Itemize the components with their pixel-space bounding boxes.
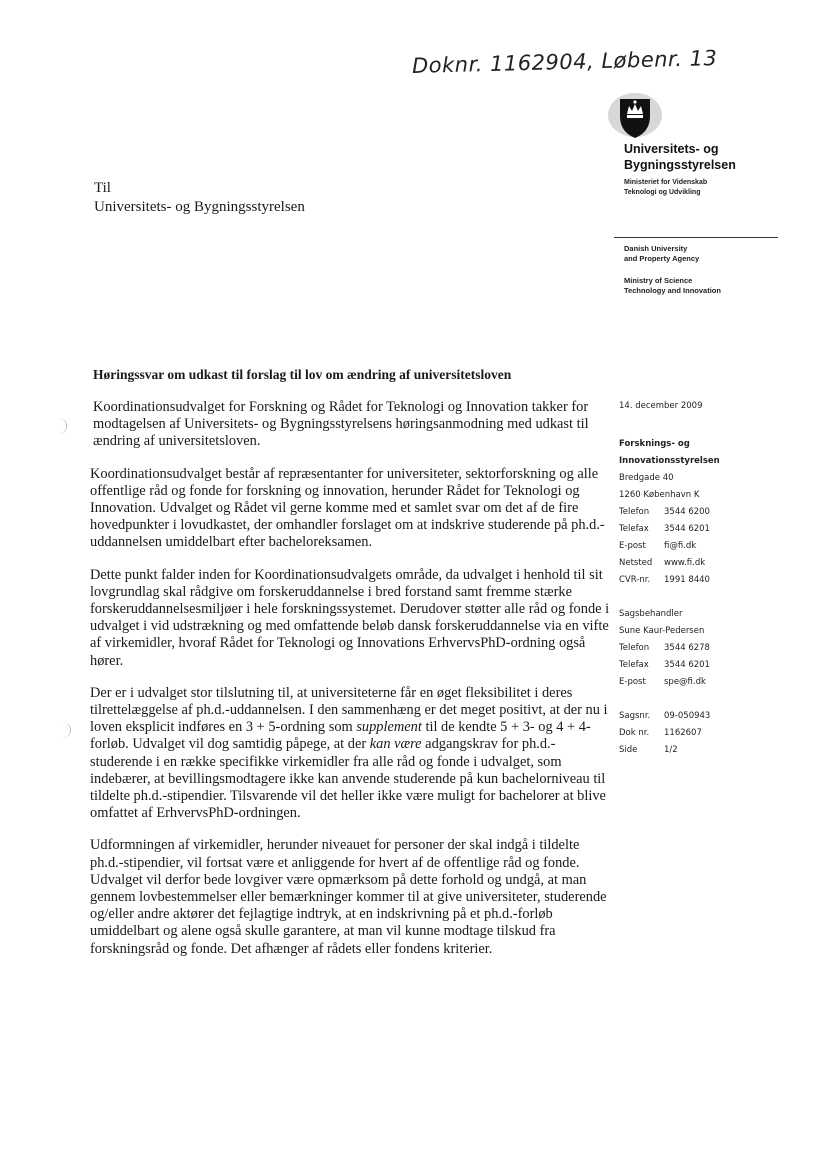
- contact-row: Netsted www.fi.dk: [619, 558, 706, 568]
- letter-heading: Høringssvar om udkast til forslag til lov om ændring af universitetsloven: [93, 367, 512, 382]
- case-info-row: Dok nr. 1162607: [619, 728, 702, 738]
- paragraph-1: Koordinationsudvalget for Forskning og Rådet for Teknologi og Innovation takker for modtagelsen af Universitets- og Bygningsstyrelsens høringsanmodning med udkast til ændring af universitetsloven.: [93, 399, 589, 450]
- agency-name-english: Danish University and Property Agency: [624, 244, 700, 263]
- paragraph-2: Koordinationsudvalget består af repræsentanter for universiteter, sektorforskning og alle offentlige råd og fonde for forskning og innovation, herunder Rådet for Teknologi og Innovation. Udvalget og Rådet vil gerne komme med et samlet svar om det af de fire hovedpunkter i lovudkastet, der omhandler forslaget om at indskrive studerende på ph.d.-uddannelsen umiddelbart efter bacheloreksamen.: [90, 465, 605, 551]
- department-name: Forsknings- og Innovationsstyrelsen: [619, 439, 720, 466]
- paragraph-4: Der er i udvalget stor tilslutning til, at universiteterne får en øget fleksibilitet i deres tilrettelæggelse af ph.d.-uddannelsen. I den sammenhæng er det meget positivt, at der nu i loven eksplicit indføres en 3 + 5-ordning som supplement til de kendte 5 + 3- og 4 + 4-forløb. Udvalget vil dog samtidig påpege, at der kan være adgangskrav for ph.d.-studerende i en række specifikke virkemidler fra alle råd og fonde i udvalget, som indebærer, at bevillingsmodtagere ikke kan anvende studerende på kun bachelorniveau til tildelte ph.d.-stipendier. Tilsvarende vil det heller ikke være muligt for bachelorer at blive omfattet af ErhvervsPhD-ordningen.: [90, 684, 608, 822]
- margin-mark: [58, 418, 67, 434]
- case-info-row: Sagsnr. 09-050943: [619, 711, 711, 721]
- paragraph-5: Udformningen af virkemidler, herunder niveauet for personer der skal indgå i tildelte ph.d.-stipendier, vil fortsat være et anliggende for hvert af de offentlige råd og fonde. Udvalget vil derfor bede lovgiver være opmærksom på dette forhold og undgå, at man gennem lovbestemmelser eller bemærkninger kommer til at give universiteter, studerende og/eller andre aktører det fejlagtige indtryk, at en indskrivning på et ph.d.-forløb umiddelbart og alene også skulle garantere, at man vil kunne modtage tilskud fra forskningsråd og fonde. Det afhænger af rådets eller fondens kriterier.: [90, 837, 607, 957]
- letterhead-divider: [614, 237, 778, 238]
- agency-name-danish: Universitets- og Bygningsstyrelsen: [624, 142, 736, 172]
- letter-body: [90, 399, 610, 973]
- case-info-row: Side 1/2: [619, 745, 678, 755]
- crown-shield-icon: [607, 88, 667, 140]
- handwritten-doc-number: Doknr. 1162904, Løbenr. 13: [411, 46, 718, 78]
- contact-row: Telefax 3544 6201: [619, 524, 710, 534]
- margin-mark: [62, 722, 71, 738]
- contact-row: E-post fi@fi.dk: [619, 541, 697, 551]
- address-line: Bredgade 40: [619, 473, 674, 483]
- contact-row: CVR-nr. 1991 8440: [619, 575, 710, 585]
- case-handler-title: Sagsbehandler: [619, 609, 683, 619]
- recipient-block: Til Universitets- og Bygningsstyrelsen: [94, 180, 305, 215]
- handler-contact-row: E-post spe@fi.dk: [619, 677, 706, 687]
- ministry-name-english: Ministry of Science Technology and Innovation: [624, 276, 721, 295]
- ministry-name-danish: Ministeriet for Videnskab Teknologi og Udvikling: [624, 179, 708, 196]
- contact-row: Telefon 3544 6200: [619, 507, 710, 517]
- handler-contact-row: Telefax 3544 6201: [619, 660, 710, 670]
- handler-contact-row: Telefon 3544 6278: [619, 643, 710, 653]
- paragraph-3: Dette punkt falder inden for Koordinationsudvalgets område, da udvalget i henhold til sit lovgrundlag skal rådgive om forskeruddannelse i bred forstand samt fremme stærke forskeruddannelsesmiljøer i hele forskningssystemet. Derudover støtter alle råd og fonde i udvalget i vid udstrækning og med omfattende beløb dansk forskeruddannelse via en vifte af virkemidler, hvoraf Rådet for Teknologi og Innovations ErhvervsPhD-ordning også hører.: [90, 566, 610, 669]
- case-handler-name: Sune Kaur-Pedersen: [619, 626, 705, 636]
- address-line: 1260 København K: [619, 490, 700, 500]
- sender-info-sidebar: [619, 401, 789, 759]
- letter-date: 14. december 2009: [619, 401, 703, 411]
